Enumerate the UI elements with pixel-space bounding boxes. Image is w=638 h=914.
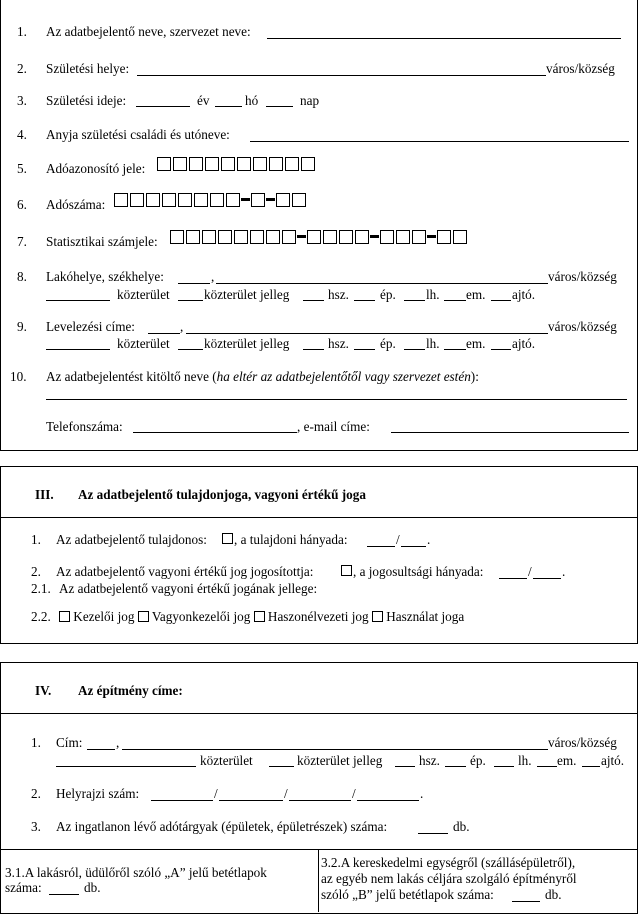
row9-suffix: város/község (548, 319, 617, 334)
section3-roman: III. (35, 487, 54, 502)
building-street-field[interactable] (56, 766, 196, 767)
s3-row2-text-a: Az adatbejelentő vagyoni értékű jog jogosítottja: (56, 564, 314, 579)
phone-field[interactable] (133, 432, 297, 433)
residence-ep-field[interactable] (354, 300, 375, 301)
row4-number: 4. (17, 127, 27, 142)
s4-row2-slash-3: / (352, 786, 356, 801)
s4-row1-ep: ép. (470, 753, 486, 768)
mail-ajto-field[interactable] (491, 349, 511, 350)
residence-street-field[interactable] (46, 300, 110, 301)
cell32-line3-a: szóló „B” jelű betétlapok száma: (321, 887, 494, 902)
email-field[interactable] (391, 432, 629, 433)
tax-id-boxes[interactable] (157, 157, 317, 171)
row9-hsz: hsz. (328, 336, 349, 351)
row9-em: em. (466, 336, 486, 351)
stat-number-boxes[interactable] (170, 230, 469, 244)
row10-number: 10. (10, 369, 27, 384)
residence-city-field[interactable] (216, 283, 548, 284)
kezeloi-checkbox[interactable] (59, 611, 70, 622)
s4-row1-ajto: ajtó. (601, 753, 625, 768)
s4-row1-comma: , (116, 735, 120, 750)
section3-title: Az adatbejelentő tulajdonjoga, vagyoni értékű joga (78, 487, 366, 502)
s4-row1-em: em. (557, 753, 577, 768)
cell32-line3-b: db. (545, 887, 562, 902)
cell31-line2-a: száma: (5, 880, 42, 895)
birth-month-field[interactable] (215, 106, 242, 107)
row9-ep: ép. (380, 336, 396, 351)
tax-number-boxes[interactable] (114, 193, 308, 207)
vagyonkezeloi-checkbox[interactable] (138, 611, 149, 622)
row3-label: Születési ideje: (46, 93, 127, 108)
section4-title: Az építmény címe: (78, 683, 183, 698)
row1-label: Az adatbejelentő neve, szervezet neve: (46, 24, 251, 39)
cell31-line2-b: db. (84, 880, 101, 895)
lot-number-part1[interactable] (151, 800, 213, 801)
row9-label: Levelezési címe: (46, 319, 135, 334)
haszonelvezeti-checkbox[interactable] (254, 611, 265, 622)
s4-row3-label: Az ingatlanon lévő adótárgyak (épületek, épületrészek) száma: (56, 819, 388, 834)
building-ajto-field[interactable] (582, 766, 600, 767)
s3-row2-slash: / (528, 564, 532, 579)
s3-row1-end: . (427, 532, 431, 547)
s4-row1-suffix: város/község (548, 735, 617, 750)
residence-em-field[interactable] (444, 300, 466, 301)
residence-ajto-field[interactable] (491, 300, 511, 301)
row9-lh: lh. (426, 336, 440, 351)
owner-share-numerator[interactable] (367, 546, 395, 547)
right-share-numerator[interactable] (499, 578, 527, 579)
mail-street-field[interactable] (46, 349, 110, 350)
row3-number: 3. (17, 93, 27, 108)
row8-comma: , (211, 269, 215, 284)
s4-row1-kozterulet: közterület (200, 753, 253, 768)
row3-month-unit: hó (245, 93, 259, 108)
s3-row21-text: Az adatbejelentő vagyoni értékű jogának jellege: (59, 581, 318, 596)
mail-city-field[interactable] (186, 333, 548, 334)
row8-jelleg: közterület jelleg (204, 287, 290, 302)
s4-row1-number: 1. (31, 735, 41, 750)
row8-em: em. (466, 287, 486, 302)
birth-year-field[interactable] (136, 106, 190, 107)
row9-number: 9. (17, 319, 27, 334)
s3-row1-text-a: Az adatbejelentő tulajdonos: (56, 532, 207, 547)
building-em-field[interactable] (537, 766, 557, 767)
section4-column-divider (318, 849, 319, 912)
row9-ajto: ajtó. (512, 336, 536, 351)
row8-suffix: város/község (548, 269, 617, 284)
row4-label: Anyja születési családi és utóneve: (46, 127, 230, 142)
row3-year-unit: év (197, 93, 210, 108)
birth-day-field[interactable] (266, 106, 293, 107)
s4-row1-jelleg: közterület jelleg (297, 753, 383, 768)
row9-jelleg: közterület jelleg (204, 336, 290, 351)
row3-day-unit: nap (300, 93, 320, 108)
row8-kozterulet: közterület (117, 287, 170, 302)
row8-hsz: hsz. (328, 287, 349, 302)
s4-row3-db: db. (453, 819, 470, 834)
row9-comma: , (180, 319, 184, 334)
filler-name-field[interactable] (46, 399, 627, 400)
owner-checkbox[interactable] (222, 532, 233, 545)
mail-hsz-field[interactable] (303, 349, 324, 350)
row7-number: 7. (17, 234, 27, 249)
row5-label: Adóazonosító jele: (46, 161, 146, 176)
right-share-denominator[interactable] (533, 578, 561, 579)
mail-ep-field[interactable] (354, 349, 375, 350)
section3-divider (0, 517, 638, 518)
building-lh-field[interactable] (494, 766, 514, 767)
mail-street-type-field[interactable] (178, 349, 203, 350)
row9-kozterulet: közterület (117, 336, 170, 351)
s4-row3-number: 3. (31, 819, 41, 834)
row8-lh: lh. (426, 287, 440, 302)
owner-share-denominator[interactable] (401, 546, 426, 547)
lot-number-part2[interactable] (219, 800, 283, 801)
s3-row2-number: 2. (31, 564, 41, 579)
row7-label: Statisztikai számjele: (46, 234, 158, 249)
s3-row1-slash: / (396, 532, 400, 547)
building-hsz-field[interactable] (395, 766, 415, 767)
mail-zip-field[interactable] (148, 333, 180, 334)
mother-name-field[interactable] (250, 141, 629, 142)
row8-number: 8. (17, 269, 27, 284)
phone-label: Telefonszáma: (46, 419, 123, 434)
cell32-line1: 3.2.A kereskedelmi egységről (szállásépületről), (321, 855, 576, 870)
s4-row2-end: . (420, 786, 424, 801)
right-holder-checkbox[interactable] (341, 564, 352, 577)
row2-number: 2. (17, 61, 27, 76)
row8-ajto: ajtó. (512, 287, 536, 302)
building-street-type-field[interactable] (269, 766, 294, 767)
s4-row2-label: Helyrajzi szám: (56, 786, 140, 801)
s4-row2-slash-1: / (214, 786, 218, 801)
residence-lh-field[interactable] (404, 300, 425, 301)
lot-number-part4[interactable] (357, 800, 419, 801)
mail-lh-field[interactable] (404, 349, 425, 350)
mail-em-field[interactable] (444, 349, 466, 350)
hasznalat-checkbox[interactable] (372, 611, 383, 622)
row6-label: Adószáma: (46, 197, 106, 212)
right-type-options: Kezelői jog Vagyonkezelői jog Haszonélvezeti jog Használat joga (59, 610, 464, 623)
cell31-line1: 3.1.A lakásról, üdülőről szóló „A” jelű betétlapok (5, 865, 267, 880)
row8-ep: ép. (380, 287, 396, 302)
tax-objects-count-field[interactable] (418, 833, 448, 834)
s3-row1-number: 1. (31, 532, 41, 547)
s3-row2-text-b: , a jogosultsági hányada: (353, 564, 484, 579)
residence-hsz-field[interactable] (303, 300, 324, 301)
row2-suffix: város/község (546, 61, 615, 76)
section4-divider-top (0, 713, 638, 714)
row2-label: Születési helye: (46, 61, 130, 76)
building-city-field[interactable] (122, 749, 548, 750)
building-zip-field[interactable] (87, 749, 115, 750)
s4-row1-label: Cím: (56, 735, 83, 750)
residence-street-type-field[interactable] (178, 300, 203, 301)
section4-divider-bottom (0, 849, 638, 850)
s4-row2-number: 2. (31, 786, 41, 801)
a-sheets-count-field[interactable] (49, 894, 79, 895)
cell32-line2: az egyéb nem lakás céljára szolgáló építményről (321, 871, 577, 886)
row5-number: 5. (17, 161, 27, 176)
lot-number-part3[interactable] (289, 800, 351, 801)
birthplace-field[interactable] (137, 75, 546, 76)
email-label: , e-mail címe: (297, 419, 370, 434)
row6-number: 6. (17, 197, 27, 212)
s4-row1-lh: lh. (518, 753, 532, 768)
b-sheets-count-field[interactable] (512, 901, 540, 902)
row10-label: Az adatbejelentést kitöltő neve (ha eltér az adatbejelentőtől vagy szervezet estén): (46, 369, 479, 384)
row8-label: Lakóhelye, székhelye: (46, 269, 164, 284)
residence-zip-field[interactable] (178, 283, 210, 284)
building-ep-field[interactable] (445, 766, 466, 767)
s3-row22-number: 2.2. (31, 609, 51, 624)
s3-row21-number: 2.1. (31, 581, 51, 596)
s4-row1-hsz: hsz. (419, 753, 440, 768)
s4-row2-slash-2: / (284, 786, 288, 801)
s3-row2-end: . (562, 564, 566, 579)
section4-roman: IV. (35, 683, 52, 698)
name-field[interactable] (267, 38, 621, 39)
row1-number: 1. (17, 24, 27, 39)
s3-row1-text-b: , a tulajdoni hányada: (234, 532, 348, 547)
